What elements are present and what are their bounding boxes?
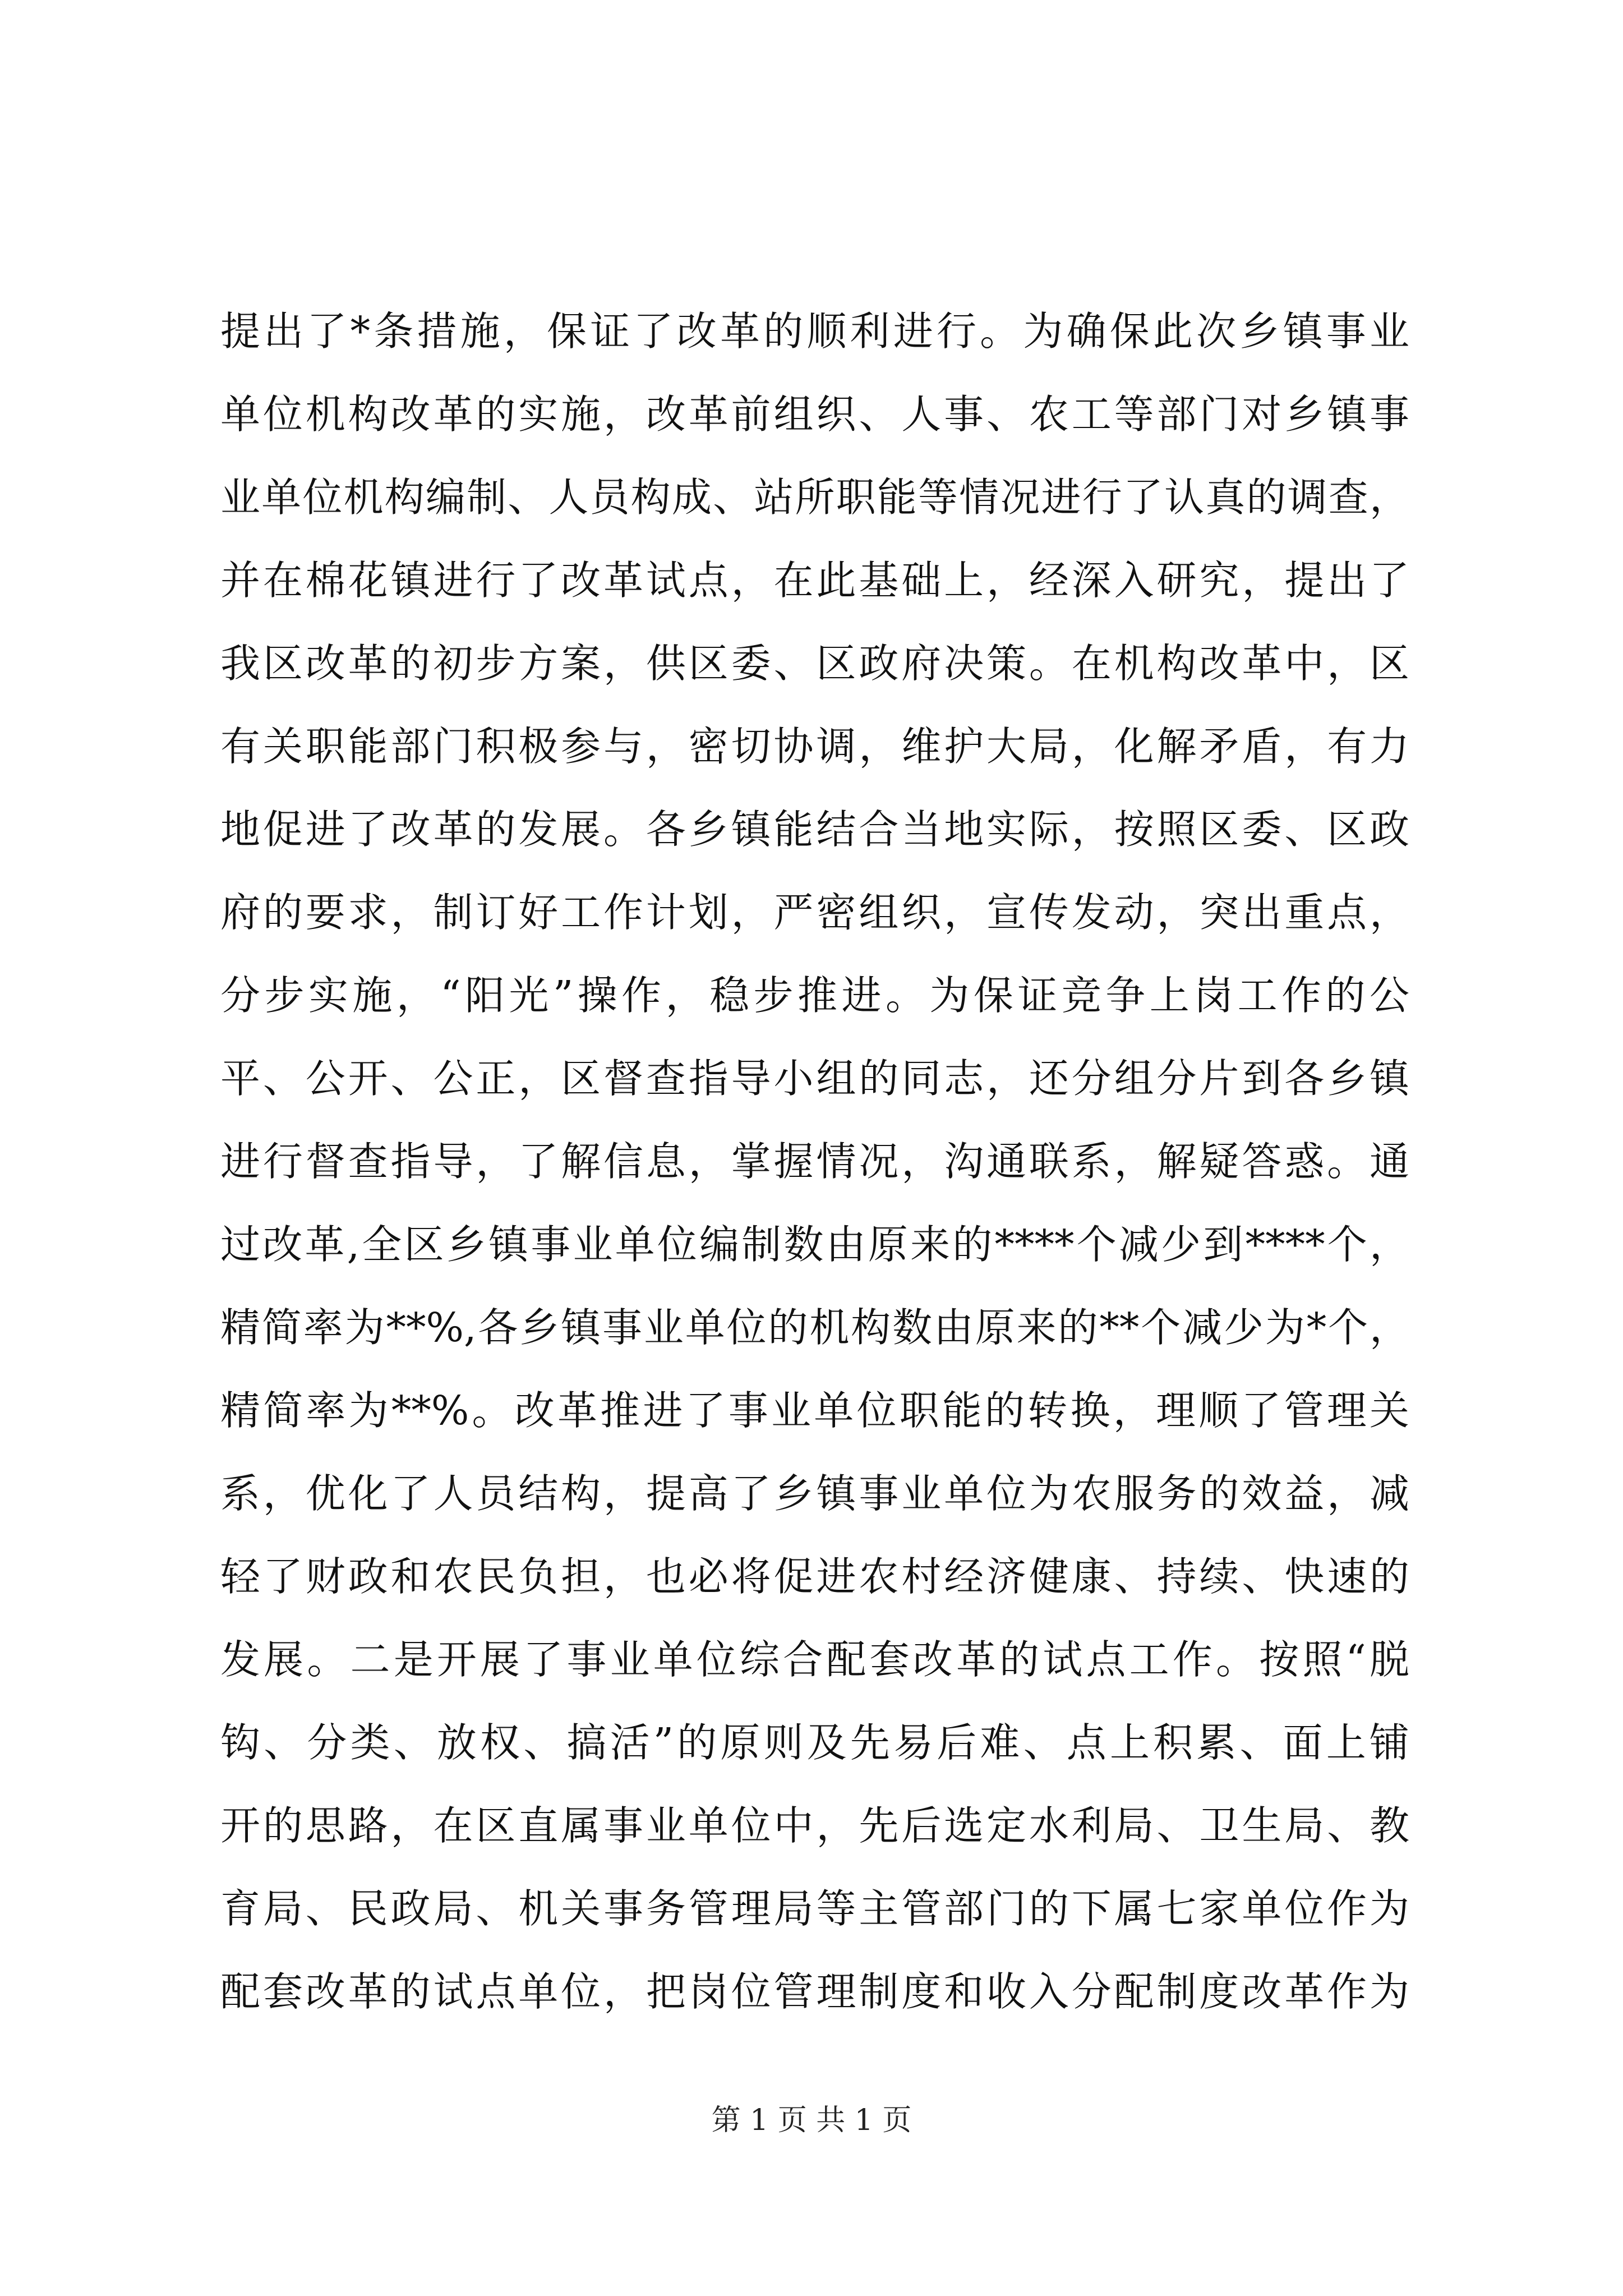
text-line: 配套改革的试点单位，把岗位管理制度和收入分配制度改革作为	[220, 1968, 1409, 2015]
text-line: 我区改革的初步方案，供区委、区政府决策。在机构改革中，区	[220, 640, 1409, 687]
text-line: 并在棉花镇进行了改革试点，在此基础上，经深入研究，提出了	[220, 557, 1409, 604]
text-line: 钩、分类、放权、搞活”的原则及先易后难、点上积累、面上铺	[220, 1719, 1409, 1766]
text-line: 地促进了改革的发展。各乡镇能结合当地实际，按照区委、区政	[220, 806, 1409, 853]
text-line: 系，优化了人员结构，提高了乡镇事业单位为农服务的效益，减	[220, 1470, 1409, 1517]
text-line: 平、公开、公正，区督查指导小组的同志，还分组分片到各乡镇	[220, 1055, 1409, 1102]
text-line: 开的思路，在区直属事业单位中，先后选定水利局、卫生局、教	[220, 1802, 1409, 1849]
text-line: 育局、民政局、机关事务管理局等主管部门的下属七家单位作为	[220, 1885, 1409, 1932]
text-line: 单位机构改革的实施，改革前组织、人事、农工等部门对乡镇事	[220, 391, 1409, 438]
text-line: 有关职能部门积极参与，密切协调，维护大局，化解矛盾，有力	[220, 723, 1409, 770]
page-footer: 第 1 页 共 1 页	[711, 2104, 912, 2137]
text-line: 过改革,全区乡镇事业单位编制数由原来的****个减少到****个，	[220, 1221, 1409, 1268]
text-line: 发展。二是开展了事业单位综合配套改革的试点工作。按照“脱	[220, 1636, 1409, 1683]
text-line: 分步实施，“阳光”操作，稳步推进。为保证竞争上岗工作的公	[220, 972, 1409, 1019]
text-line: 进行督查指导，了解信息，掌握情况，沟通联系，解疑答惑。通	[220, 1138, 1409, 1185]
text-line: 轻了财政和农民负担，也必将促进农村经济健康、持续、快速的	[220, 1553, 1409, 1600]
text-line: 业单位机构编制、人员构成、站所职能等情况进行了认真的调查，	[220, 474, 1409, 521]
text-line: 精简率为**%,各乡镇事业单位的机构数由原来的**个减少为*个，	[220, 1304, 1409, 1351]
text-line: 提出了*条措施，保证了改革的顺利进行。为确保此次乡镇事业	[220, 308, 1409, 355]
text-line: 精简率为**%。改革推进了事业单位职能的转换，理顺了管理关	[220, 1387, 1409, 1434]
text-line: 府的要求，制订好工作计划，严密组织，宣传发动，突出重点，	[220, 889, 1409, 936]
